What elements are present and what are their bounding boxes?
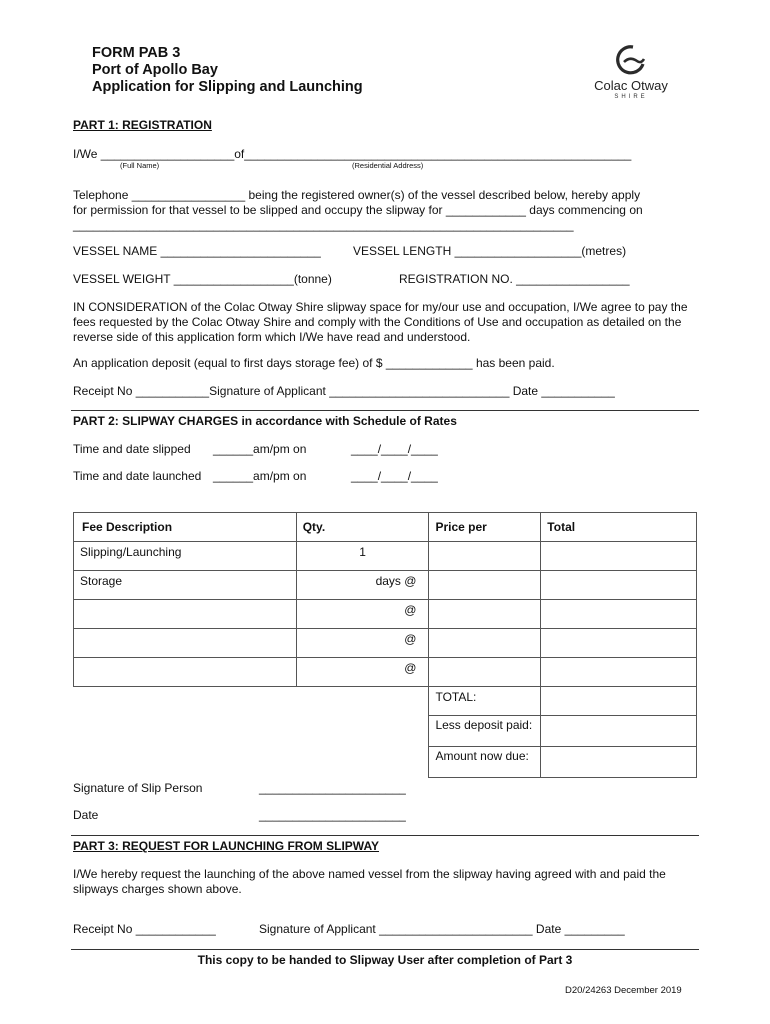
- fee-total-cell[interactable]: [541, 542, 697, 571]
- registration-no-field[interactable]: REGISTRATION NO. _________________: [399, 272, 630, 286]
- consideration-paragraph: IN CONSIDERATION of the Colac Otway Shire slipway space for my/our use and occupation, I/We agree to pay the fees requested by the Colac Otway Shire and comply with the Conditions of Use and occupation as detailed on the reverse side of this application form which I/We have read and understood.: [73, 300, 688, 344]
- part3-signature-field[interactable]: Signature of Applicant _______________________ Date _________: [259, 922, 625, 936]
- table-row: [74, 600, 697, 629]
- fee-price-cell[interactable]: [429, 600, 541, 629]
- slipped-label: Time and date slipped: [73, 442, 191, 456]
- launch-request-paragraph: I/We hereby request the launching of the above named vessel from the slipway having agreed with and paid the slipways charges shown above.: [73, 867, 666, 896]
- slip-person-label: Signature of Slip Person: [73, 781, 203, 795]
- table-row: [74, 542, 697, 571]
- fee-desc-cell[interactable]: Storage: [74, 571, 297, 600]
- fee-total-cell[interactable]: [541, 658, 697, 687]
- amount-due-label: Amount now due:: [429, 747, 541, 778]
- fee-qty-cell[interactable]: @: [296, 600, 429, 629]
- col-qty: Qty.: [296, 513, 429, 542]
- fee-qty-cell[interactable]: @: [296, 658, 429, 687]
- col-price-per: Price per: [429, 513, 541, 542]
- col-fee-description: Fee Description: [74, 513, 297, 542]
- table-row: [74, 629, 697, 658]
- divider: [71, 410, 699, 411]
- colac-otway-logo: [585, 44, 677, 104]
- part2-heading: PART 2: SLIPWAY CHARGES in accordance with Schedule of Rates: [73, 414, 457, 428]
- address-caption: (Residential Address): [352, 161, 424, 170]
- slipped-date-field[interactable]: ____/____/____: [351, 442, 438, 456]
- logo-sub: SHIRE: [614, 94, 648, 100]
- fee-table: [73, 512, 697, 778]
- iwe-line[interactable]: I/We ____________________of__________________________________________________________: [73, 147, 632, 161]
- form-subject: Application for Slipping and Launching: [92, 79, 363, 95]
- fee-desc-cell[interactable]: [74, 600, 297, 629]
- deposit-line[interactable]: An application deposit (equal to first days storage fee) of $ _____________ has been paid.: [73, 356, 555, 370]
- divider: [71, 835, 699, 836]
- col-total: Total: [541, 513, 697, 542]
- table-row: [74, 571, 697, 600]
- commencing-line[interactable]: ___________________________________________________________________________: [73, 218, 574, 232]
- receipt-signature-line[interactable]: Receipt No ___________Signature of Applicant ___________________________ Date ___________: [73, 384, 615, 398]
- slipped-time-field[interactable]: ______am/pm on: [213, 442, 307, 456]
- part3-heading: PART 3: REQUEST FOR LAUNCHING FROM SLIPWAY: [73, 839, 380, 853]
- fee-total-cell[interactable]: [541, 629, 697, 658]
- footer-note: This copy to be handed to Slipway User after completion of Part 3: [197, 953, 573, 967]
- fee-price-cell[interactable]: [429, 571, 541, 600]
- fee-total-cell[interactable]: [541, 571, 697, 600]
- vessel-length-field[interactable]: VESSEL LENGTH ___________________(metres): [353, 244, 627, 258]
- fee-desc-cell[interactable]: [74, 658, 297, 687]
- divider: [71, 949, 699, 950]
- vessel-name-field[interactable]: VESSEL NAME ________________________: [73, 244, 321, 258]
- full-name-caption: (Full Name): [120, 161, 160, 170]
- document-reference: D20/24263 December 2019: [565, 985, 682, 996]
- fee-price-cell[interactable]: [429, 542, 541, 571]
- fee-qty-cell[interactable]: 1: [296, 542, 429, 571]
- launched-label: Time and date launched: [73, 469, 202, 483]
- fee-total-cell[interactable]: [541, 600, 697, 629]
- part3-receipt-field[interactable]: Receipt No ____________: [73, 922, 216, 936]
- slip-person-signature-field[interactable]: ______________________: [259, 781, 406, 795]
- fee-desc-cell[interactable]: [74, 629, 297, 658]
- fee-price-cell[interactable]: [429, 658, 541, 687]
- launched-date-field[interactable]: ____/____/____: [351, 469, 438, 483]
- vessel-weight-field[interactable]: VESSEL WEIGHT __________________(tonne): [73, 272, 332, 286]
- less-deposit-row: [74, 716, 697, 747]
- permission-line[interactable]: for permission for that vessel to be slipped and occupy the slipway for ____________ days commencing on: [73, 203, 643, 217]
- slip-date-label: Date: [73, 808, 99, 822]
- fee-qty-cell[interactable]: @: [296, 629, 429, 658]
- telephone-line[interactable]: Telephone _________________ being the registered owner(s) of the vessel described below, hereby apply: [73, 188, 641, 202]
- port-name: Port of Apollo Bay: [92, 62, 218, 78]
- fee-qty-cell[interactable]: days @: [296, 571, 429, 600]
- logo-name: Colac Otway: [594, 78, 668, 93]
- fee-table-header: [74, 513, 697, 542]
- colac-otway-logo-icon: [613, 44, 647, 76]
- total-label: TOTAL:: [429, 687, 541, 716]
- fee-price-cell[interactable]: [429, 629, 541, 658]
- launched-time-field[interactable]: ______am/pm on: [213, 469, 307, 483]
- part1-heading: PART 1: REGISTRATION: [73, 118, 212, 132]
- form-code: FORM PAB 3: [92, 45, 181, 61]
- less-deposit-cell[interactable]: [541, 716, 697, 747]
- amount-due-row: [74, 747, 697, 778]
- total-value-cell[interactable]: [541, 687, 697, 716]
- table-row: [74, 658, 697, 687]
- slip-date-field[interactable]: ______________________: [259, 808, 406, 822]
- total-row: [74, 687, 697, 716]
- less-deposit-label: Less deposit paid:: [429, 716, 541, 747]
- amount-due-cell[interactable]: [541, 747, 697, 778]
- fee-desc-cell[interactable]: Slipping/Launching: [74, 542, 297, 571]
